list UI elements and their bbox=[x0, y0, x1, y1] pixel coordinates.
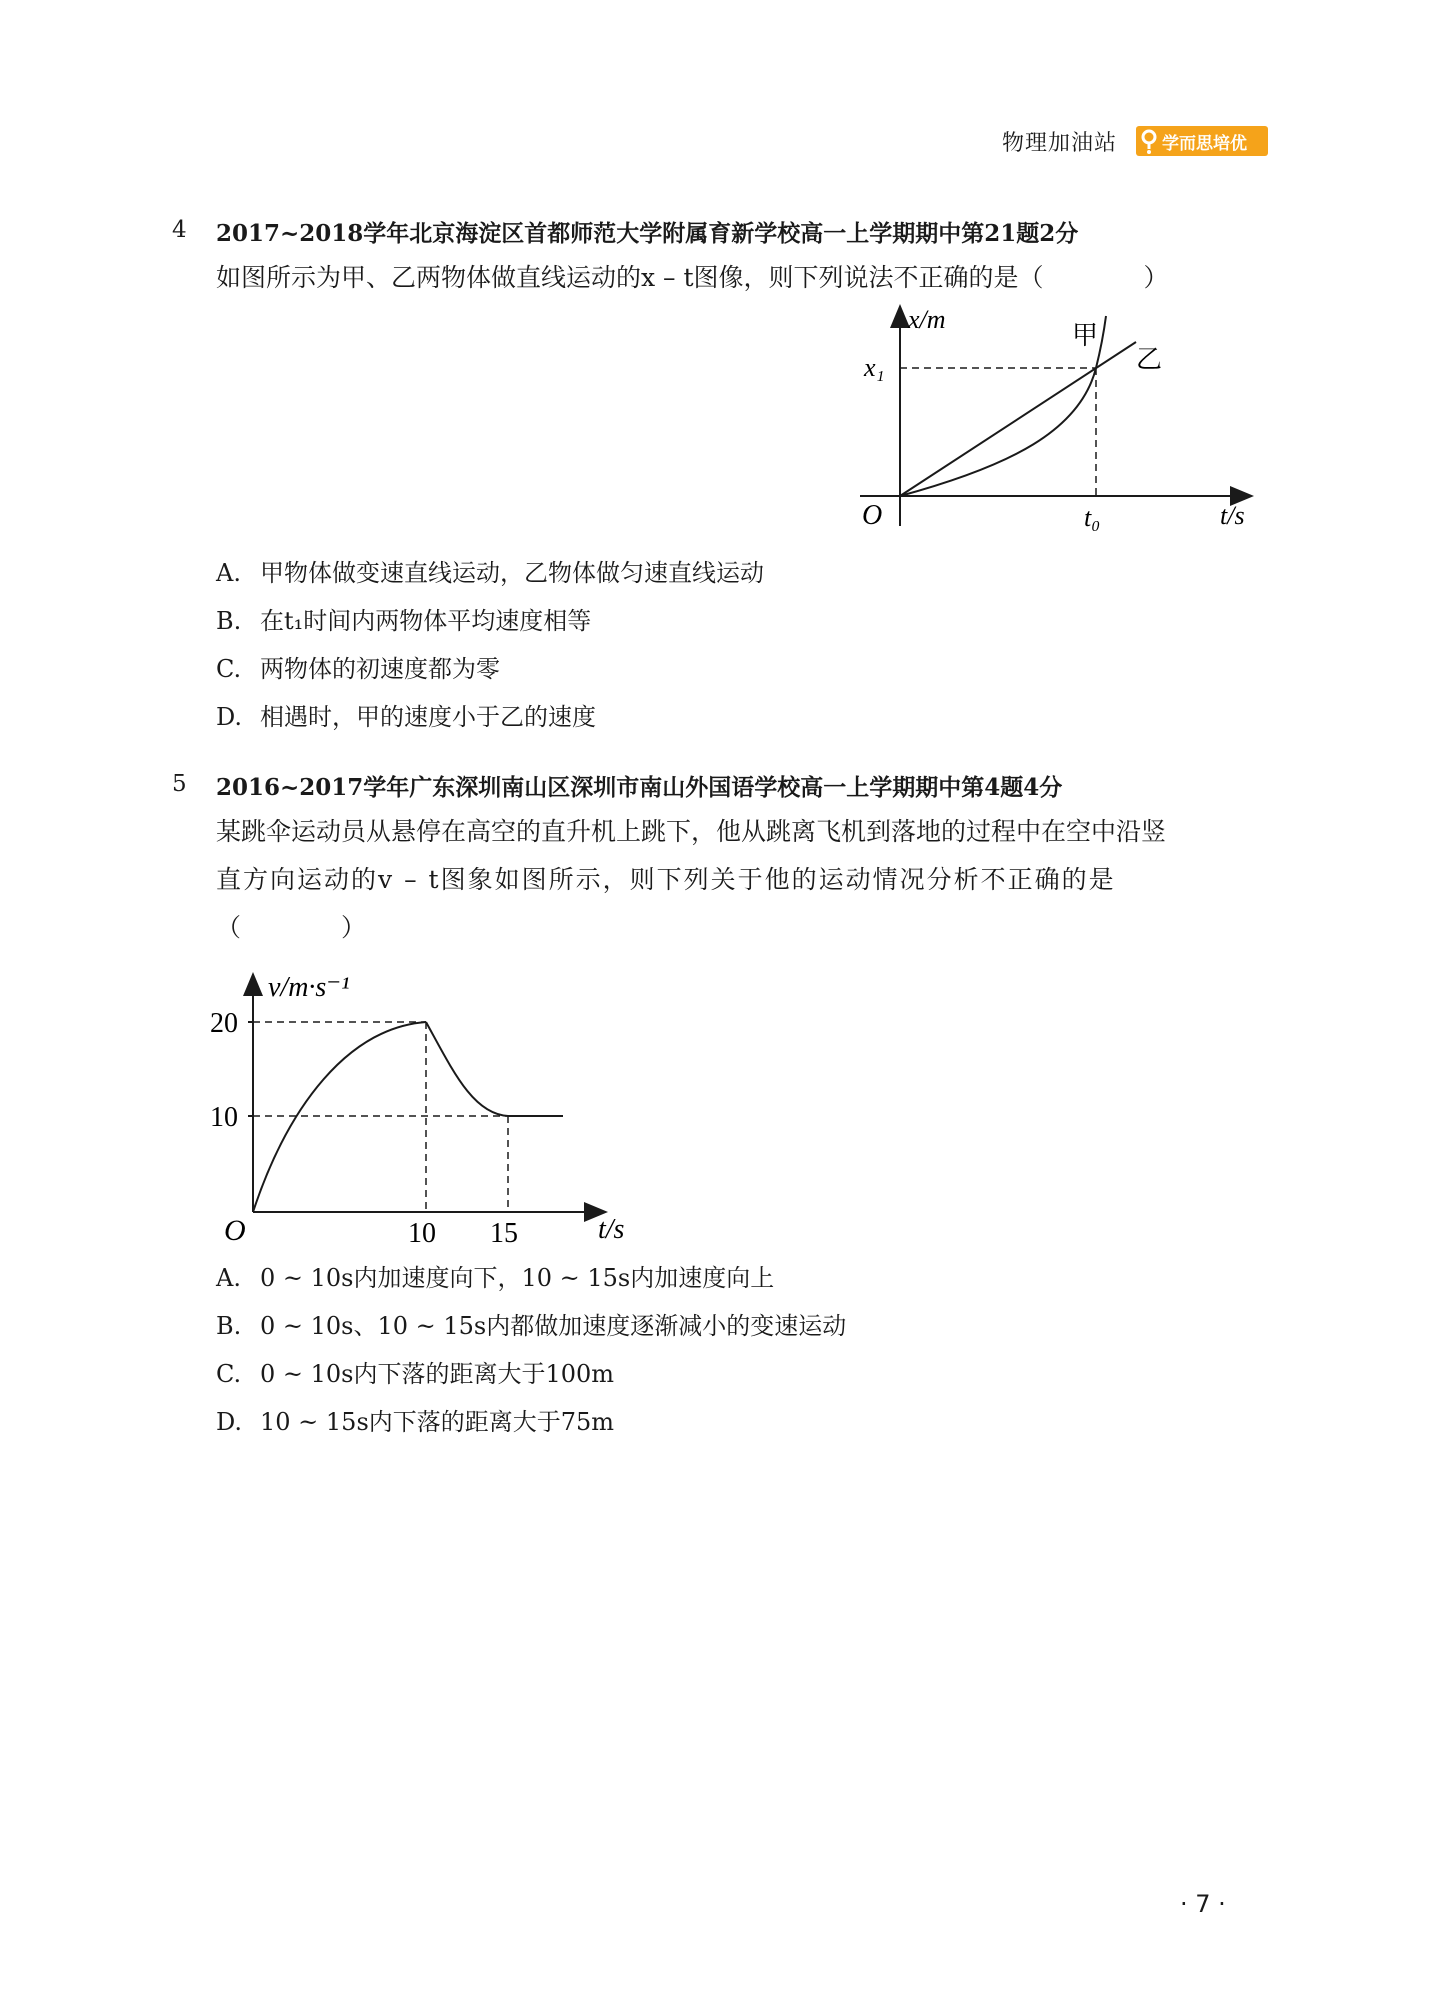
q5-y-tick-10: 10 bbox=[210, 1102, 238, 1133]
q4-option-b-text: 在t₁时间内两物体平均速度相等 bbox=[260, 607, 592, 635]
q5-option-a-letter: A. bbox=[216, 1264, 241, 1292]
q5-option-c[interactable] bbox=[216, 1354, 614, 1389]
q4-label-jia: 甲 bbox=[1072, 321, 1099, 351]
q4-option-c-letter: C. bbox=[216, 655, 242, 683]
q5-option-b-text: 0 ~ 10s、10 ~ 15s内都做加速度逐渐减小的变速运动 bbox=[260, 1312, 847, 1340]
q4-option-a-text: 甲物体做变速直线运动，乙物体做匀速直线运动 bbox=[260, 559, 764, 587]
q5-x-tick-10: 10 bbox=[408, 1218, 436, 1249]
q4-xt-graph bbox=[840, 296, 1280, 546]
q5-stem-line1: 某跳伞运动员从悬停在高空的直升机上跳下，他从跳离飞机到落地的过程中在空中沿竖 bbox=[216, 817, 1167, 846]
q5-source: 2016~2017学年广东深圳南山区深圳市南山外国语学校高一上学期期中第4题4分 bbox=[216, 774, 1063, 801]
q5-x-axis-label: t/s bbox=[598, 1214, 625, 1245]
q4-line-yi bbox=[900, 342, 1136, 496]
q4-origin: O bbox=[862, 500, 883, 531]
q4-y-axis-label: x/m bbox=[908, 305, 946, 334]
q5-number: 5 bbox=[172, 771, 187, 797]
q5-option-a-text: 0 ~ 10s内加速度向下，10 ~ 15s内加速度向上 bbox=[260, 1264, 775, 1292]
q4-stem: 如图所示为甲、乙两物体做直线运动的x – t图像，则下列说法不正确的是（ ） bbox=[216, 263, 1169, 292]
q4-option-a-letter: A. bbox=[216, 559, 241, 587]
q5-option-b-letter: B. bbox=[216, 1312, 242, 1340]
q5-origin: O bbox=[224, 1214, 246, 1247]
q4-option-c[interactable] bbox=[216, 649, 500, 684]
q5-option-c-letter: C. bbox=[216, 1360, 242, 1388]
q4-option-c-text: 两物体的初速度都为零 bbox=[260, 655, 500, 683]
q4-option-d-letter: D. bbox=[216, 703, 243, 731]
q5-curve-decelerate bbox=[426, 1022, 508, 1116]
q4-number: 4 bbox=[172, 217, 187, 243]
header-title: 物理加油站 bbox=[1002, 131, 1118, 156]
q5-option-d-text: 10 ~ 15s内下落的距离大于75m bbox=[260, 1408, 615, 1436]
q5-curve-accelerate bbox=[253, 1022, 426, 1212]
q5-x-tick-15: 15 bbox=[490, 1218, 518, 1249]
brand-text: 学而思培优 bbox=[1162, 134, 1247, 154]
q5-option-d[interactable] bbox=[216, 1402, 614, 1437]
q5-y-tick-20: 20 bbox=[210, 1008, 238, 1039]
q5-option-b[interactable] bbox=[216, 1306, 846, 1341]
q4-option-d[interactable] bbox=[216, 697, 596, 732]
q4-option-b[interactable] bbox=[216, 601, 591, 636]
q4-source: 2017~2018学年北京海淀区首都师范大学附属育新学校高一上学期期中第21题2分 bbox=[216, 220, 1079, 247]
q5-stem-line3: （ ） bbox=[216, 913, 367, 942]
q4-label-yi: 乙 bbox=[1136, 345, 1163, 375]
q4-x-tick: t₀ bbox=[1084, 503, 1101, 532]
q4-option-d-text: 相遇时，甲的速度小于乙的速度 bbox=[260, 703, 596, 731]
q5-y-axis-label: v/m·s⁻¹ bbox=[268, 972, 350, 1003]
page-number: · 7 · bbox=[1180, 1890, 1226, 1918]
q5-option-c-text: 0 ~ 10s内下落的距离大于100m bbox=[260, 1360, 615, 1388]
q5-option-a[interactable] bbox=[216, 1258, 774, 1293]
q4-option-a[interactable] bbox=[216, 553, 764, 588]
q5-vt-graph bbox=[208, 956, 648, 1252]
q5-option-d-letter: D. bbox=[216, 1408, 243, 1436]
q4-y-tick: x₁ bbox=[864, 353, 885, 382]
q5-stem-line2: 直方向运动的v – t图象如图所示，则下列关于他的运动情况分析不正确的是 bbox=[216, 865, 1116, 894]
brand-mark-icon bbox=[1138, 126, 1160, 156]
q4-option-b-letter: B. bbox=[216, 607, 242, 635]
q4-x-axis-label: t/s bbox=[1220, 501, 1245, 530]
brand-logo bbox=[1136, 126, 1268, 156]
